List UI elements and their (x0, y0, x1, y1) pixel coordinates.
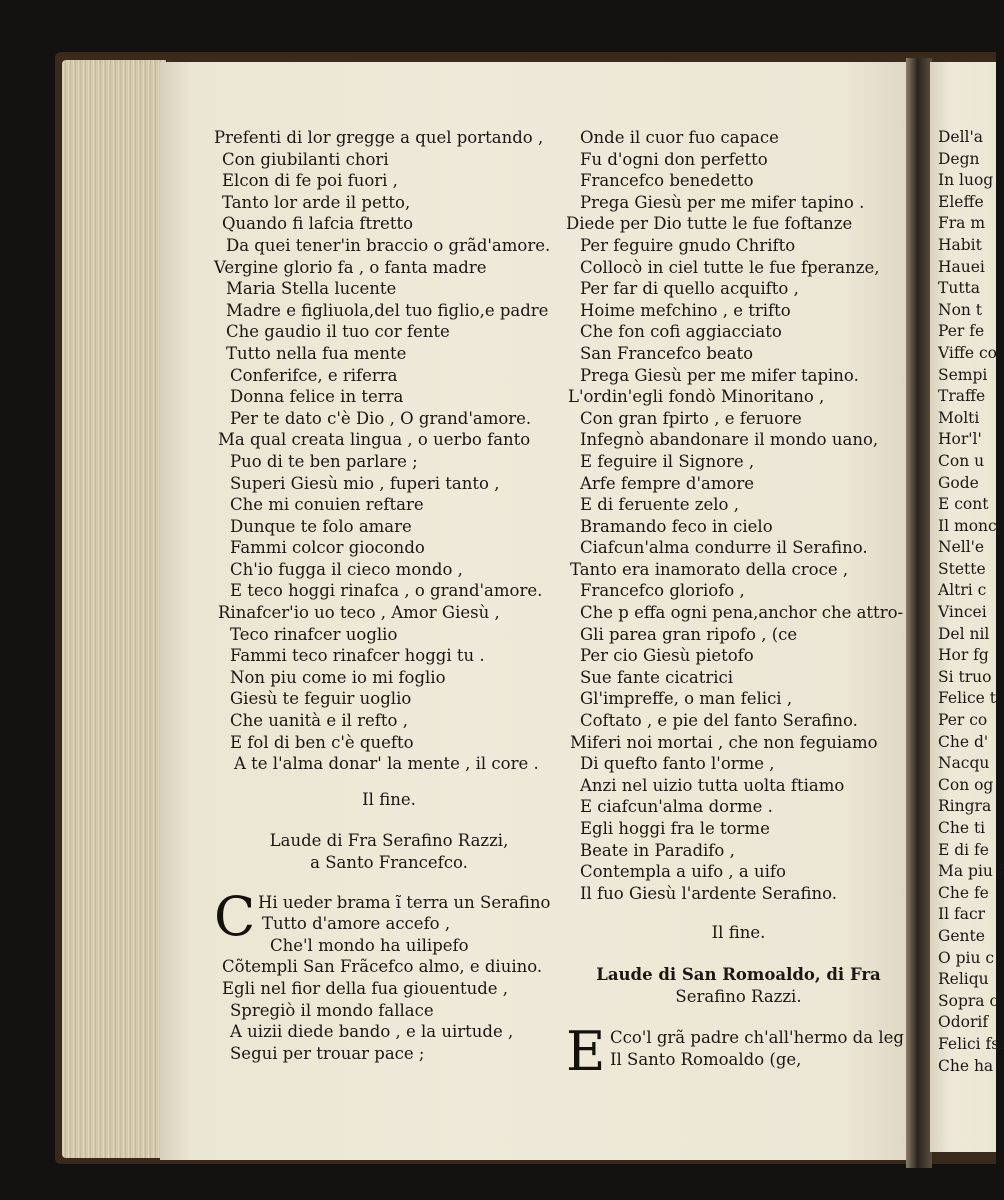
verse-line: Sempi (938, 365, 988, 384)
verse-line: Che fe (938, 883, 989, 902)
verse-line: Sue fante cicatrici (580, 667, 734, 687)
verse-line: In luog (938, 171, 994, 190)
verse-line: Nell'e (938, 538, 985, 557)
verse-line: Hoime mefchino , e trifto (580, 300, 791, 320)
verse-line: Fammi colcor giocondo (230, 538, 425, 558)
verse-line: Con giubilanti chori (222, 149, 389, 169)
verse-line: Onde il cuor fuo capace (580, 128, 779, 147)
left-laude-heading-1: Laude di Fra Serafino Razzi, (269, 831, 509, 851)
right-laude-heading-2: Serafino Razzi. (675, 986, 802, 1006)
verse-line: Diede per Dio tutte le fue foftanze (566, 214, 853, 234)
verse-line: Anzi nel uizio tutta uolta ftiamo (580, 775, 845, 795)
next-page-column (938, 127, 1004, 1077)
verse-line: E cont (938, 495, 989, 514)
verse-line: Quando fi lafcia ftretto (222, 214, 414, 234)
verse-line: Ciafcun'alma condurre il Serafino. (580, 538, 868, 558)
verse-line: Che gaudio il tuo cor fente (226, 322, 450, 342)
right-text-column (566, 127, 911, 1084)
verse-line: Il Santo Romoaldo (ge, (610, 1049, 802, 1069)
verse-line: Il fuo Giesù l'ardente Serafino. (580, 883, 837, 903)
verse-line: A te l'alma donar' la mente , il core . (234, 754, 539, 774)
verse-line: Che d' (938, 732, 989, 751)
verse-line: Rinafcer'io uo teco , Amor Giesù , (218, 603, 500, 623)
verse-line: Superi Giesù mio , fuperi tanto , (230, 473, 500, 493)
verse-line: Tanto era inamorato della croce , (570, 559, 849, 579)
verse-line: Gli parea gran ripofo , (ce (580, 624, 798, 644)
verse-line: Hor'l' (938, 430, 982, 449)
verse-line: Felice t (938, 689, 997, 708)
verse-line: Per feguire gnudo Chrifto (580, 235, 796, 255)
verse-line: Giesù te feguir uoglio (230, 689, 412, 709)
verse-line: Egli hoggi fra le torme (580, 819, 770, 838)
verse-line: Cõtempli San Frãcefco almo, e diuino. (222, 957, 543, 977)
verse-line: Ma piu f (938, 862, 1004, 881)
verse-line: E teco hoggi rinafca , o grand'amore. (230, 581, 543, 601)
verse-line: Conferifce, e riferra (230, 365, 398, 385)
verse-line: Ma qual creata lingua , o uerbo fanto (218, 430, 531, 450)
verse-line: Gode (938, 473, 979, 492)
verse-line: Che p effa ogni pena,anchor che attro- (580, 603, 904, 623)
verse-line: Fra m (938, 214, 986, 233)
verse-line: Donna felice in terra (230, 387, 404, 407)
verse-line: Vergine glorio fa , o fanta madre (214, 257, 487, 277)
verse-line: L'ordin'egli fondò Minoritano , (568, 387, 825, 407)
verse-line: Che'l mondo ha uilipefo (270, 935, 469, 955)
verse-line: Madre e figliuola,del tuo figlio,e padre (226, 300, 549, 320)
verse-line: Reliqu (938, 970, 989, 989)
verse-line: Vincei (938, 603, 987, 622)
verse-line: Infegnò abandonare il mondo uano, (580, 430, 879, 450)
verse-line: Prega Giesù per me mifer tapino. (580, 365, 859, 385)
left-laude-heading-2: a Santo Francefco. (310, 853, 468, 872)
right-drop-cap-block (566, 1020, 911, 1084)
verse-line: Ringra (938, 797, 992, 816)
verse-line: Miferi noi mortai , che non feguiamo (570, 732, 878, 752)
right-laude-heading-1: Laude di San Romoaldo, di Fra (596, 964, 881, 984)
verse-line: Coftato , e pie del fanto Serafino. (580, 711, 858, 731)
verse-line: Che ha (938, 1056, 994, 1075)
verse-line: Egli nel fior della fua giouentude , (222, 978, 509, 998)
verse-line: Prega Giesù per me mifer tapino . (580, 192, 865, 212)
verse-line: Per te dato c'è Dio , O grand'amore. (230, 408, 532, 428)
verse-line: Habit (938, 235, 982, 254)
page-edges (62, 60, 166, 1158)
verse-line: Hor fg (938, 646, 989, 665)
verse-line: San Francefco beato (580, 343, 754, 363)
left-fine-label: Il fine. (362, 789, 416, 809)
verse-line: Con u (938, 451, 985, 470)
verse-line: Tanto lor arde il petto, (222, 192, 411, 212)
verse-line: Segui per trouar pace ; (230, 1043, 425, 1063)
verse-line: Che ti (938, 819, 986, 837)
verse-line: Francefco gloriofo , (580, 581, 745, 601)
verse-line: Il facr (938, 905, 986, 924)
verse-line: Stette (938, 559, 986, 578)
next-page-lines (938, 127, 1004, 1077)
verse-line: Fu d'ogni don perfetto (580, 149, 768, 169)
verse-line: E ciafcun'alma dorme . (580, 797, 773, 817)
verse-line: Ch'io fugga il cieco mondo , (230, 559, 463, 579)
verse-line: E di feruente zelo , (580, 495, 739, 515)
verse-line: Traffe (938, 387, 986, 406)
verse-line: Per far di quello acquifto , (580, 279, 799, 299)
verse-line: Tutto d'amore accefo , (262, 914, 451, 934)
verse-line: Che fon cofi aggiacciato (580, 322, 782, 342)
verse-line: Si truo (938, 667, 992, 686)
verse-line: Prefenti di lor gregge a quel portando , (214, 128, 544, 147)
verse-line: Contempla a uifo , a uifo (580, 862, 786, 882)
verse-line: Non t (938, 300, 983, 319)
verse-line: Viffe co (938, 343, 998, 362)
verse-line: E fol di ben c'è quefto (230, 732, 414, 752)
verse-line: E di fe (938, 840, 989, 859)
verse-line: Tutta (938, 279, 981, 298)
verse-line: Felici fsi (938, 1034, 1004, 1053)
verse-line: Per co (938, 711, 988, 730)
right-drop-lines (610, 1027, 911, 1070)
verse-line: Il monc (938, 516, 997, 535)
verse-line: Dunque te folo amare (230, 516, 412, 536)
verse-line: Per cio Giesù pietofo (580, 646, 754, 666)
right-verse-block-1 (566, 127, 911, 904)
verse-line: Da quei tener'in braccio o grãd'amore. (226, 235, 551, 255)
verse-line: Gl'impreffe, o man felici , (580, 689, 793, 709)
verse-line: Eleffe (938, 192, 984, 211)
verse-line: Non piu come io mi foglio (230, 667, 446, 687)
verse-line: Maria Stella lucente (226, 279, 397, 299)
verse-line: Tutto nella fua mente (226, 343, 407, 363)
verse-line: Dell'a (938, 128, 984, 146)
verse-line: Beate in Paradifo , (580, 840, 735, 860)
left-verse-block-2 (214, 956, 564, 1064)
verse-line: Molti (938, 408, 980, 427)
left-text-column (214, 127, 564, 1064)
right-drop-cap: E (566, 1020, 606, 1084)
verse-line: Per fe (938, 322, 985, 341)
verse-line: Puo di te ben parlare ; (230, 451, 418, 471)
verse-line: Che uanità e il refto , (230, 711, 408, 731)
verse-line: Hi ueder brama ĩ terra un Serafino (258, 892, 551, 912)
verse-line: Arfe fempre d'amore (580, 473, 755, 493)
verse-line: Degn (938, 149, 980, 168)
verse-line: Cco'l grã padre ch'all'hermo da leg (610, 1028, 904, 1048)
right-fine-label: Il fine. (711, 923, 766, 943)
left-drop-lines (258, 892, 564, 957)
verse-line: Fammi teco rinafcer hoggi tu . (230, 646, 485, 666)
verse-line: Sopra c (938, 991, 999, 1010)
verse-line: Teco rinafcer uoglio (230, 624, 398, 644)
verse-line: Che mi conuien reftare (230, 495, 424, 515)
verse-line: Di quefto fanto l'orme , (580, 754, 775, 774)
verse-line: Con gran fpirto , e feruore (580, 408, 802, 428)
verse-line: Collocò in ciel tutte le fue fperanze, (580, 257, 880, 277)
verse-line: Odorif (938, 1013, 989, 1032)
verse-line: Gente (938, 926, 985, 945)
verse-line: Del nil (938, 624, 990, 643)
left-drop-cap-block (214, 884, 564, 957)
verse-line: Altri c (938, 581, 987, 600)
verse-line: E feguire il Signore , (580, 451, 755, 471)
verse-line: Hauei (938, 257, 985, 276)
verse-line: Elcon di fe poi fuori , (222, 171, 398, 191)
left-drop-cap: C (214, 884, 256, 948)
left-verse-block-1 (214, 127, 564, 775)
verse-line: Francefco benedetto (580, 171, 754, 191)
verse-line: O piu c (938, 948, 995, 967)
verse-line: Con og (938, 775, 994, 794)
verse-line: Nacqu (938, 754, 990, 773)
verse-line: A uizii diede bando , e la uirtude , (230, 1022, 514, 1042)
verse-line: Spregiò il mondo fallace (230, 1000, 434, 1020)
verse-line: Bramando feco in cielo (580, 516, 773, 536)
